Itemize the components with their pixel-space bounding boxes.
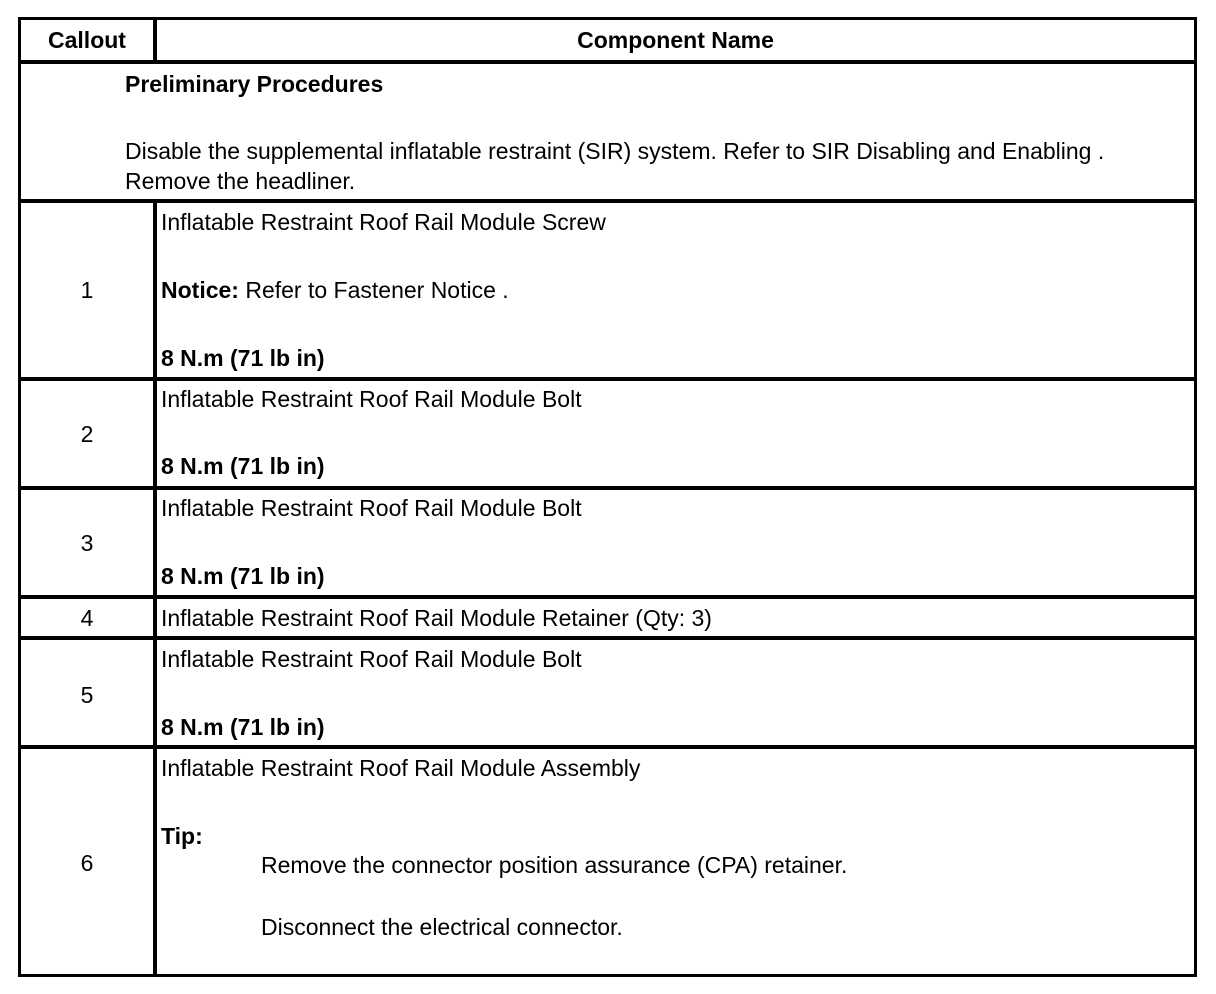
preliminary-title: Preliminary Procedures xyxy=(125,71,384,97)
tip-step: Disconnect the electrical connector. xyxy=(261,914,623,940)
component-name: Inflatable Restraint Roof Rail Module Assembly xyxy=(161,755,641,781)
torque-spec: 8 N.m (71 lb in) xyxy=(161,714,325,740)
table-row xyxy=(21,595,1194,636)
tip-label: Tip: xyxy=(161,823,203,849)
tip-step: Remove the connector position assurance (CPA) retainer. xyxy=(261,852,848,878)
callout-number: 4 xyxy=(80,605,94,631)
torque-spec: 8 N.m (71 lb in) xyxy=(161,345,325,371)
callout-number: 6 xyxy=(80,850,94,876)
callout-number: 1 xyxy=(80,277,94,303)
header-component-name: Component Name xyxy=(577,27,774,53)
column-divider xyxy=(153,199,157,974)
component-name: Inflatable Restraint Roof Rail Module Bolt xyxy=(161,495,582,521)
preliminary-step-2: Remove the headliner. xyxy=(125,168,356,194)
preliminary-step-1: Disable the supplemental inflatable restraint (SIR) system. Refer to SIR Disabling and Enabling . xyxy=(125,138,1105,164)
preliminary-row xyxy=(21,60,1194,199)
torque-spec: 8 N.m (71 lb in) xyxy=(161,563,325,589)
component-table xyxy=(18,17,1197,977)
component-name: Inflatable Restraint Roof Rail Module Bolt xyxy=(161,646,582,672)
table-header-row xyxy=(21,20,1194,60)
table-row xyxy=(21,745,1194,974)
component-name: Inflatable Restraint Roof Rail Module Bolt xyxy=(161,386,582,412)
callout-number: 3 xyxy=(80,530,94,556)
notice-label: Notice: xyxy=(161,277,239,303)
callout-number: 2 xyxy=(80,421,94,447)
table-row xyxy=(21,636,1194,745)
callout-number: 5 xyxy=(80,682,94,708)
table-row xyxy=(21,377,1194,486)
torque-spec: 8 N.m (71 lb in) xyxy=(161,453,325,479)
notice-text: Refer to Fastener Notice . xyxy=(238,277,509,303)
component-name: Inflatable Restraint Roof Rail Module Screw xyxy=(161,209,606,235)
table-row xyxy=(21,199,1194,377)
component-name: Inflatable Restraint Roof Rail Module Retainer (Qty: 3) xyxy=(161,605,712,631)
header-callout: Callout xyxy=(48,27,126,53)
column-divider xyxy=(153,20,157,60)
notice xyxy=(161,277,509,304)
table-row xyxy=(21,486,1194,595)
